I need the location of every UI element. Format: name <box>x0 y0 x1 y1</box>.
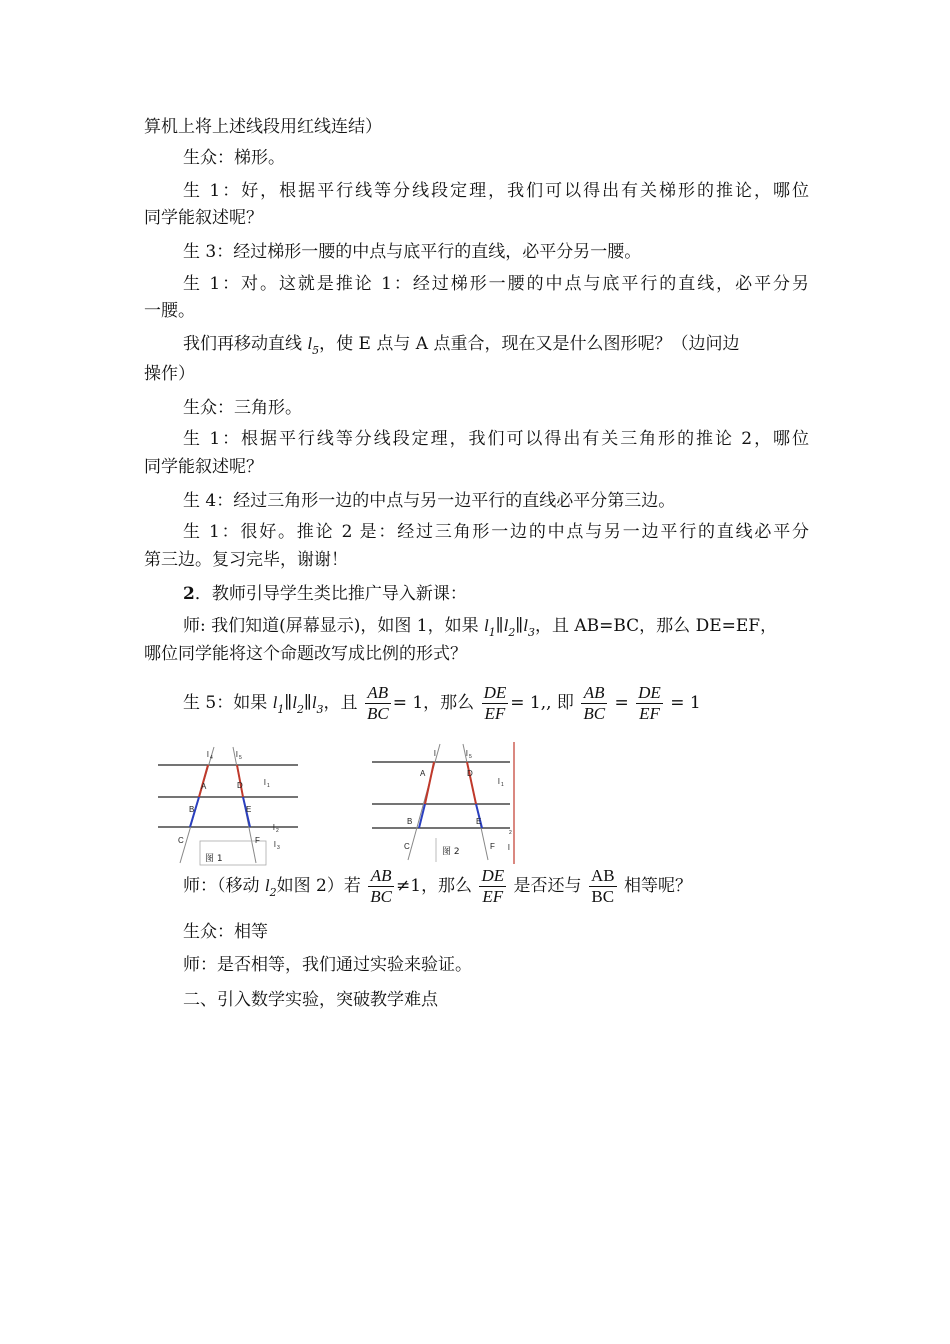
section-heading: 二、引入数学实验，突破教学难点 <box>183 990 438 1010</box>
paragraph: 生众：梯形。 <box>183 148 285 168</box>
paragraph: 同学能叙述呢？ <box>144 457 263 477</box>
label-F: F <box>490 842 495 851</box>
svg-text:5: 5 <box>469 754 472 760</box>
paragraph: 师: 我们知道(屏幕显示)，如图 1，如果 $l_1\parallel l_2\parallel l_3$，且 AB=BC，那么 DE=EF， <box>183 616 778 639</box>
label-E: E <box>476 817 482 826</box>
label-l2: 2 <box>509 830 512 836</box>
fraction-ab-bc: $\frac{AB}{BC}$ <box>583 683 606 723</box>
label-l1: l <box>264 778 266 787</box>
label-l4: l <box>207 750 209 759</box>
fraction-de-ef: $\frac{DE}{EF}$ <box>483 683 507 723</box>
label-l4: l <box>434 749 436 758</box>
equation-line: 师：（移动 $l_2$如图 2）若 $\frac{AB}{BC}$ ≠1，那么 $\frac{DE}{EF}$ 是否还与 $\frac{AB}{BC}$ 相等呢？ <box>183 866 692 906</box>
paragraph: 生 1：很好。推论 2 是：经过三角形一边的中点与另一边平行的直线必平分 <box>183 522 809 542</box>
figure-2 <box>370 742 518 864</box>
fraction-ab-bc: $\frac{AB}{BC}$ <box>370 866 392 906</box>
paragraph: 第三边。复习完毕，谢谢！ <box>144 550 348 570</box>
label-l1: l <box>498 777 500 786</box>
label-C: C <box>404 842 410 851</box>
section-heading: 2．教师引导学生类比推广导入新课： <box>183 584 467 604</box>
fraction-ab-bc-roman: $\frac{AB}{BC}$ <box>590 866 615 906</box>
paragraph: 操作） <box>144 364 195 384</box>
paragraph: 算机上将上述线段用红线连结） <box>144 117 382 137</box>
paragraph: 生众：相等 <box>183 922 268 942</box>
label-A: A <box>201 782 207 791</box>
svg-text:4: 4 <box>210 755 213 761</box>
figure-1-caption: 图 1 <box>205 854 223 864</box>
fraction-ab-bc: $\frac{AB}{BC}$ <box>366 683 389 723</box>
math-l: l <box>307 334 313 353</box>
label-B: B <box>189 805 195 814</box>
paragraph: 哪位同学能将这个命题改写成比例的形式？ <box>144 644 467 664</box>
paragraph: 生 4：经过三角形一边的中点与另一边平行的直线必平分第三边。 <box>183 491 676 511</box>
label-D: D <box>237 781 243 790</box>
label-D: D <box>467 769 473 778</box>
paragraph: 一腰。 <box>144 301 195 321</box>
label-l2: l <box>273 823 275 832</box>
figure-2-caption: 图 2 <box>442 847 460 857</box>
label-l3: l <box>508 843 510 852</box>
label-l5: l <box>236 750 238 759</box>
paragraph: 同学能叙述呢？ <box>144 208 263 228</box>
svg-text:1: 1 <box>501 782 504 788</box>
fraction-de-ef: $\frac{DE}{EF}$ <box>638 683 661 723</box>
svg-text:5: 5 <box>239 755 242 761</box>
equation-line: 生 5：如果 $l_1\parallel l_2\parallel l_3$，且 $\frac{AB}{BC}$ = 1，那么 $\frac{DE}{EF}$ = 1,, 即 $\frac{AB}{BC}$ = $\frac{DE}{EF}$ = 1 <box>183 683 701 723</box>
label-F: F <box>255 836 260 845</box>
label-E: E <box>246 805 252 814</box>
svg-text:3: 3 <box>277 845 280 851</box>
paragraph: 生 1：好，根据平行线等分线段定理，我们可以得出有关梯形的推论，哪位 <box>183 181 809 201</box>
label-B: B <box>407 817 413 826</box>
fraction-de-ef: $\frac{DE}{EF}$ <box>481 866 505 906</box>
label-l3: l <box>274 840 276 849</box>
label-A: A <box>420 769 426 778</box>
label-C: C <box>178 836 184 845</box>
paragraph: 师：是否相等，我们通过实验来验证。 <box>183 955 472 975</box>
paragraph: 生 3：经过梯形一腰的中点与底平行的直线，必平分另一腰。 <box>183 242 642 262</box>
label-l5: l <box>466 749 468 758</box>
paragraph: 我们再移动直线 $l_5$，使 E 点与 A 点重合，现在又是什么图形呢？（边问边 <box>183 334 740 357</box>
paragraph: 生 1：根据平行线等分线段定理，我们可以得出有关三角形的推论 2，哪位 <box>183 429 809 449</box>
paragraph: 生众：三角形。 <box>183 398 302 418</box>
svg-text:1: 1 <box>267 783 270 789</box>
svg-text:2: 2 <box>276 828 279 834</box>
figure-1 <box>158 745 298 867</box>
paragraph: 生 1：对。这就是推论 1：经过梯形一腰的中点与底平行的直线，必平分另 <box>183 274 809 294</box>
